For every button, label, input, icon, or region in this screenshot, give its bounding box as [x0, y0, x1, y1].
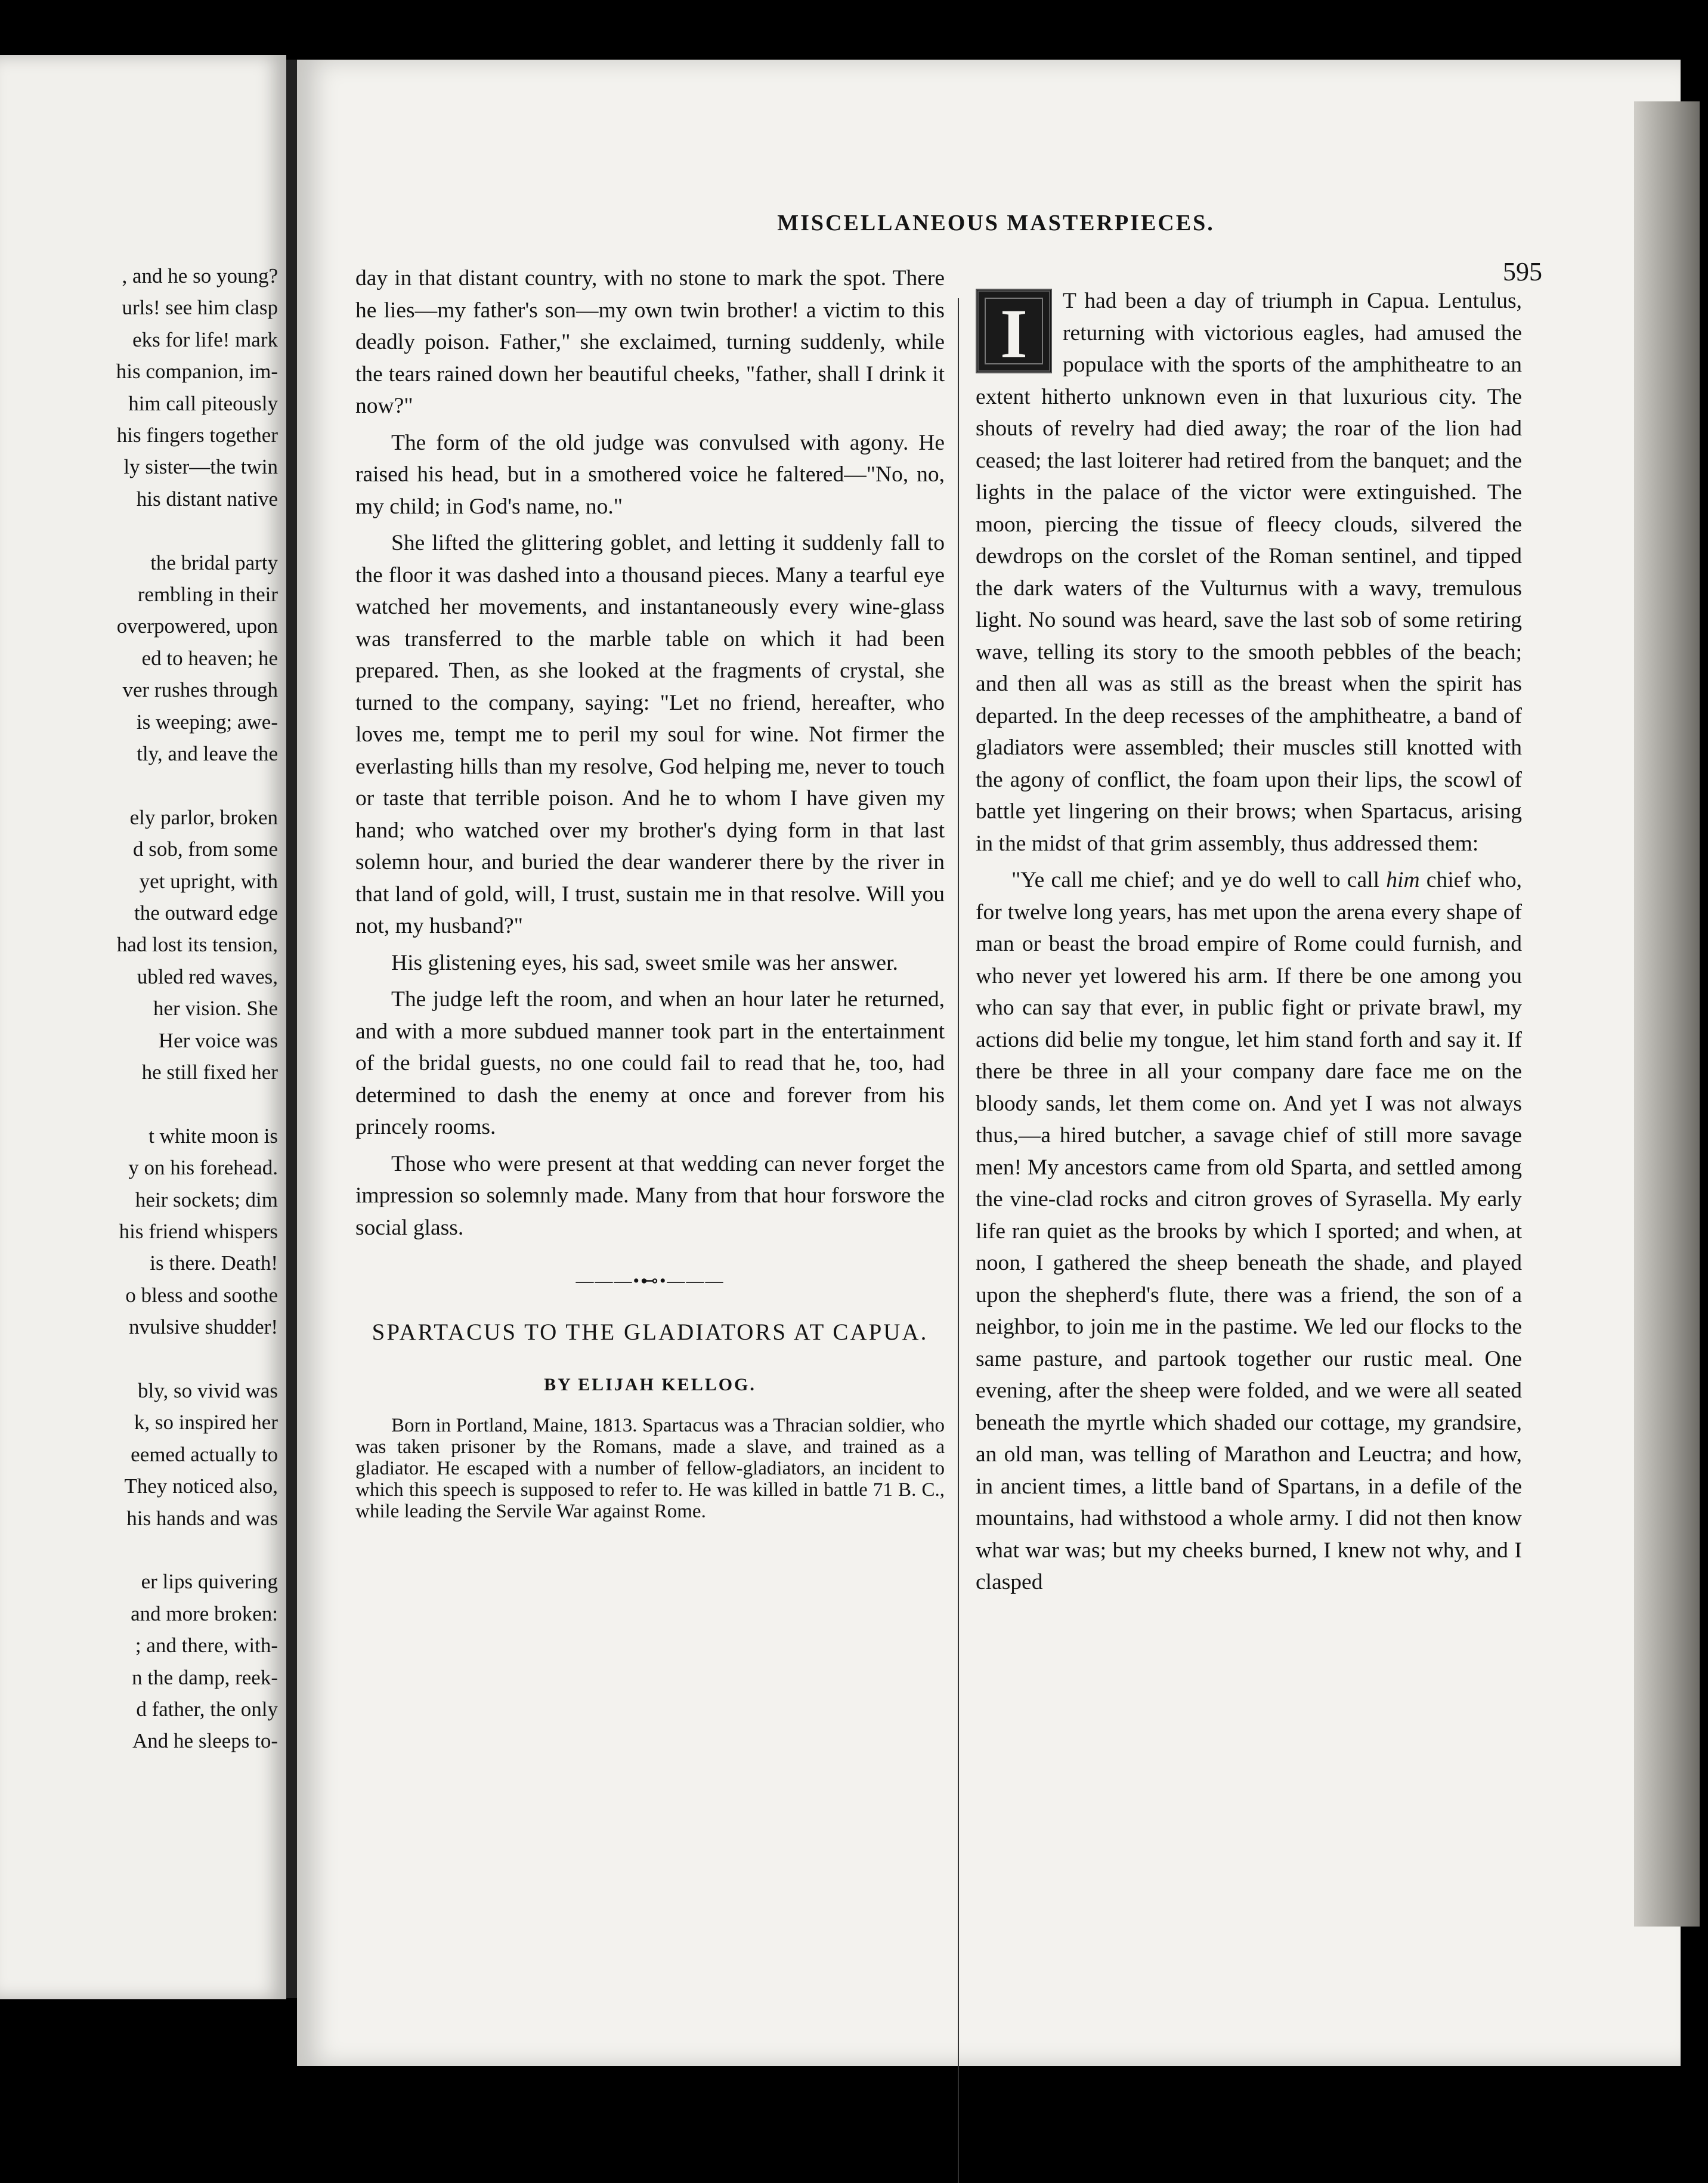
left-page-line: her vision. She — [153, 997, 278, 1021]
paragraph: The form of the old judge was convulsed with agony. He raised his head, but in a smothered voice he faltered—"No, no, my child; in God's name, no." — [355, 430, 945, 519]
page-number: 595 — [1503, 257, 1542, 286]
left-page-line: is weeping; awe- — [136, 710, 278, 734]
left-column — [355, 262, 945, 1522]
drop-cap-initial: I — [976, 289, 1052, 373]
emphasis-word: him — [1386, 868, 1420, 892]
left-page-line: tly, and leave the — [137, 742, 278, 765]
left-page-line: heir sockets; dim — [135, 1188, 278, 1211]
left-page-line: rembling in their — [137, 583, 278, 606]
left-page-line: nvulsive shudder! — [129, 1315, 278, 1339]
left-page-line: his fingers together — [116, 423, 278, 447]
left-page-line: n the damp, reek- — [132, 1665, 278, 1689]
opening-text: T had been a day of triumph in Capua. Lentulus, returning with victorious eagles, had amused the populace with the sports of the amphitheatre to an extent hitherto unknown even in that luxurious city. The shouts of revelry had died away; the roar of the lion had ceased; the last loiterer had retired from the banquet; and the lights in the palace of the victor were extinguished. The moon, piercing the tissue of fleecy clouds, silvered the dewdrops on the corslet of the Roman sentinel, and tipped the dark waters of the Vulturnus with a wavy, tremulous light. No sound was heard, save the last sob of some retiring wave, telling its story to the smooth pebbles of the beach; and then all was as still as the breast when the spirit has departed. In the deep recesses of the amphitheatre, a band of gladiators were assembled; their muscles still knotted with the agony of conflict, the foam upon their lips, the scowl of battle yet lingering on their brows; when Spartacus, arising in the midst of that grim assembly, thus addressed them: — [976, 289, 1522, 856]
left-page-line: ver rushes through — [122, 678, 278, 702]
left-page-line: d sob, from some — [132, 837, 278, 861]
left-page-line: t white moon is — [148, 1124, 278, 1148]
running-head: MISCELLANEOUS MASTERPIECES. — [777, 211, 1215, 236]
left-page-line: urls! see him clasp — [122, 296, 278, 320]
left-page-line: eks for life! mark — [132, 327, 278, 351]
intro-note: Born in Portland, Maine, 1813. Spartacus was a Thracian soldier, who was taken prisoner by the Romans, made a slave, and trained as a gladiator. He escaped with a number of fellow-gladiators, an incident to which this speech is supposed to refer to. He was killed in battle 71 B. C., while leading the Servile War against Rome. — [355, 1415, 945, 1522]
paragraph: The judge left the room, and when an hour later he returned, and with a more subdued manner took part in the entertainment of the bridal guests, no one could fail to read that he, too, had determined to dash the enemy at once and forever from his princely rooms. — [355, 987, 945, 1139]
left-page-line: k, so inspired her — [134, 1411, 278, 1434]
left-page-line: ely parlor, broken — [129, 805, 278, 829]
left-page-line: the outward edge — [134, 901, 278, 924]
left-page-line: eemed actually to — [131, 1442, 278, 1466]
left-page-line: er lips quivering — [141, 1570, 278, 1594]
speech-paragraph: "Ye call me chief; and ye do well to call him chief who, for twelve long years, has met upon the arena every shape of man or beast the broad empire of Rome could furnish, and who never yet lowered his arm. If there be one among you who can say that ever, in public fight or private brawl, my actions did belie my tongue, let him stand forth and say it. If there be three in all your company dare face me on the bloody sands, let them come on. And yet I was not always thus,—a hired butcher, a savage chief of still more savage men! My ancestors came from old Sparta, and settled among the vine-clad rocks and citron groves of Syrasella. My early life ran quiet as the brooks by which I sported; and when, at noon, I gathered the sheep beneath the shade, and played upon the shepherd's flute, there was a friend, the son of a neighbor, to join me in the pastime. We led our flocks to the same pasture, and partook together our rustic meal. One evening, after the sheep were folded, and we were all seated beneath the myrtle which shaded our cottage, my grandsire, an old man, was telling of Marathon and Leuctra; and how, in ancient times, a little band of Spartans, in a defile of the mountains, had withstood a whole army. I did not then know what war was; but my cheeks burned, I knew not why, and I clasped — [976, 868, 1522, 1594]
left-page-line: overpowered, upon — [116, 614, 278, 638]
right-column — [976, 285, 1522, 1598]
left-page-line: his companion, im- — [116, 360, 278, 384]
left-page-line: ly sister—the twin — [123, 455, 278, 479]
left-page-line: ed to heaven; he — [141, 646, 278, 670]
page-edges — [1634, 101, 1700, 1927]
left-page-line: and more broken: — [131, 1601, 278, 1625]
left-page-line: is there. Death! — [150, 1251, 278, 1275]
byline: BY ELIJAH KELLOG. — [544, 1374, 756, 1394]
opening-paragraph — [976, 285, 1522, 859]
left-page-line: d father, the only — [136, 1697, 278, 1721]
left-page-line: yet upright, with — [139, 869, 278, 893]
left-page-line: And he sleeps to- — [132, 1729, 278, 1753]
left-page-line: the bridal party — [150, 551, 278, 574]
paragraph: His glistening eyes, his sad, sweet smile was her answer. — [391, 950, 898, 975]
column-rule — [958, 298, 959, 2183]
left-page-line: Her voice was — [158, 1028, 278, 1052]
left-page-line: , and he so young? — [122, 264, 278, 287]
article-title: SPARTACUS TO THE GLADIATORS AT CAPUA. — [372, 1319, 929, 1345]
paragraph: Those who were present at that wedding can never forget the impression so solemnly made. Many from that hour forswore the social glass. — [355, 1151, 945, 1240]
book-gutter — [286, 60, 298, 1998]
left-page-line: his distant native — [136, 487, 278, 511]
left-page-line: he still fixed her — [141, 1060, 278, 1084]
left-page-line: ubled red waves, — [137, 964, 278, 988]
left-page-line: had lost its tension, — [116, 933, 278, 957]
paragraph: day in that distant country, with no stone to mark the spot. There he lies—my father's son—my own twin brother! a victim to this deadly poison. Father," she exclaimed, turning suddenly, while the tears rained down her beautiful cheeks, "father, shall I drink it now?" — [355, 266, 945, 418]
paragraph: She lifted the glittering goblet, and letting it suddenly fall to the floor it was dashed into a thousand pieces. Many a tearful eye watched her movements, and instantaneously every wine-glass was transferred to the marble table on which it had been prepared. Then, as she looked at the fragments of crystal, she turned to the company, saying: "Let no friend, hereafter, who loves me, tempt me to peril my soul for wine. Not firmer the everlasting hills than my resolve, God helping me, never to touch or taste that terrible poison. And he to whom I have given my hand; who watched over my brother's dying form in that last solemn hour, and buried the dear wanderer there by the river in that land of gold, will, I trust, sustain me in that resolve. Will you not, my husband?" — [355, 531, 945, 938]
section-ornament: ———•⊷•——— — [575, 1271, 725, 1291]
left-page-line: his hands and was — [126, 1506, 278, 1530]
left-page-line: his friend whispers — [119, 1220, 278, 1243]
left-page-line: him call piteously — [128, 391, 278, 415]
left-page-line: bly, so vivid was — [138, 1379, 278, 1402]
left-page-line: y on his forehead. — [128, 1156, 278, 1180]
left-page-line: o bless and soothe — [125, 1283, 278, 1307]
left-page-fragment — [0, 55, 286, 1999]
left-page-line: ; and there, with- — [135, 1634, 278, 1658]
left-page-line: They noticed also, — [124, 1474, 278, 1498]
